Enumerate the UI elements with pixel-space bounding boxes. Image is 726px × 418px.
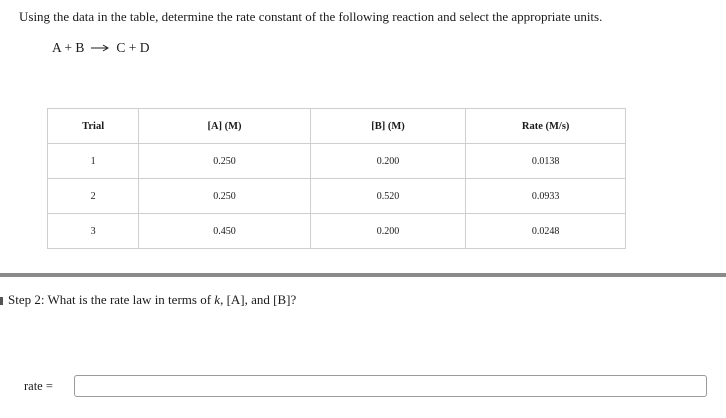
step2-suffix: , [A], and [B]?: [220, 292, 297, 307]
header-trial: Trial: [48, 109, 139, 144]
cell-rate: 0.0138: [466, 144, 626, 179]
cell-concentration-b: 0.200: [310, 144, 466, 179]
reactants: A + B: [52, 40, 85, 55]
cell-concentration-a: 0.250: [139, 144, 310, 179]
cell-concentration-b: 0.200: [310, 214, 466, 249]
question-text: Using the data in the table, determine the rate constant of the following reaction and select the appropriate units.: [19, 9, 603, 24]
header-rate: Rate (M/s): [466, 109, 626, 144]
step2-variable-k: k: [214, 292, 221, 307]
step2-question: [8, 292, 296, 308]
table-header-row: [48, 109, 626, 144]
rate-label: rate =: [24, 379, 53, 393]
products: C + D: [116, 40, 150, 55]
step-marker: [0, 297, 3, 305]
cell-concentration-b: 0.520: [310, 179, 466, 214]
cell-concentration-a: 0.250: [139, 179, 310, 214]
right-arrow-icon: [90, 43, 110, 53]
rate-law-input[interactable]: [74, 375, 707, 397]
cell-trial: 2: [48, 179, 139, 214]
cell-concentration-a: 0.450: [139, 214, 310, 249]
cell-rate: 0.0248: [466, 214, 626, 249]
table-row: [48, 214, 626, 249]
cell-trial: 1: [48, 144, 139, 179]
cell-trial: 3: [48, 214, 139, 249]
rate-data-table: [47, 108, 626, 249]
cell-rate: 0.0933: [466, 179, 626, 214]
header-concentration-b: [B] (M): [310, 109, 466, 144]
section-divider: [0, 273, 726, 277]
header-concentration-a: [A] (M): [139, 109, 310, 144]
reaction-equation: [52, 40, 150, 56]
step2-prefix: Step 2: What is the rate law in terms of: [8, 292, 215, 307]
table-row: [48, 179, 626, 214]
table-row: [48, 144, 626, 179]
